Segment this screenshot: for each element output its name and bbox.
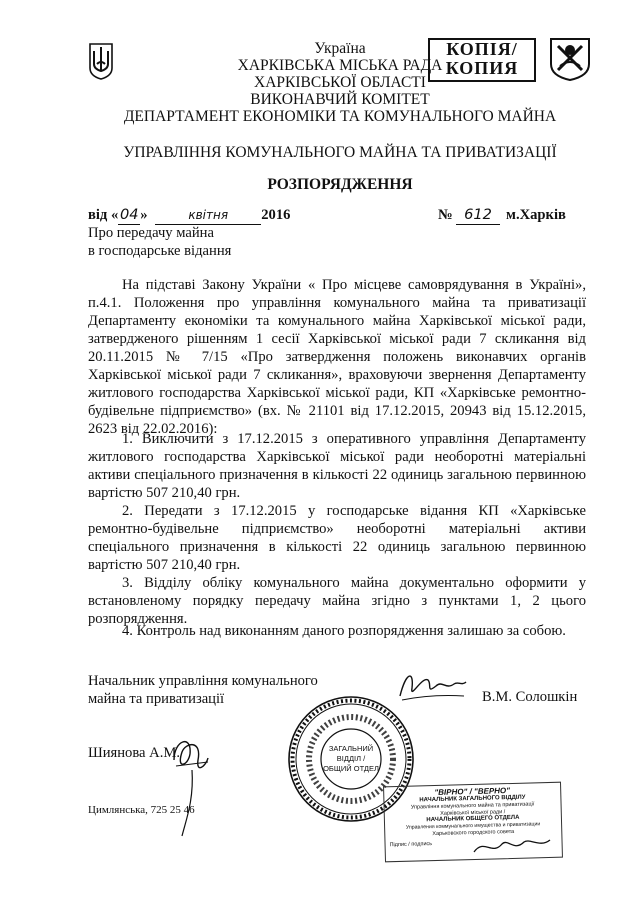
- item-3: 3. Відділу обліку комунального майна документально оформити у встановленому порядку передачу майна згідно з пунктами 1, 2 цього розпорядження.: [88, 575, 586, 627]
- header-department: ДЕПАРТАМЕНТ ЕКОНОМІКИ ТА КОМУНАЛЬНОГО МАЙНА: [123, 108, 557, 125]
- city: м.Харків: [506, 207, 566, 223]
- document-type: РОЗПОРЯДЖЕННЯ: [267, 176, 413, 193]
- date-year: 2016: [261, 207, 291, 223]
- executor-name: Шиянова А.М.: [88, 745, 180, 761]
- copy-stamp-line2: КОПИЯ: [445, 58, 519, 78]
- date-quote-close: »: [140, 207, 148, 223]
- header-committee: ВИКОНАВЧИЙ КОМІТЕТ: [250, 91, 430, 108]
- verno-line7: Харьковского городского совета: [432, 828, 515, 837]
- verno-line3: Управління комунального майна та приватизації: [410, 801, 535, 811]
- date-line: [88, 206, 588, 226]
- signatory-name: В.М. Солошкін: [482, 689, 578, 705]
- verno-line6: Управления коммунального имущества и приватизации: [405, 821, 541, 831]
- seal-center-line2: ВІДДІЛ /: [336, 754, 366, 763]
- signatory-title-line1: Начальник управління комунального: [88, 673, 318, 689]
- executor-signature-icon: [168, 730, 214, 840]
- directorate-title: УПРАВЛІННЯ КОМУНАЛЬНОГО МАЙНА ТА ПРИВАТИЗАЦІЇ: [123, 144, 557, 161]
- verno-line2: НАЧАЛЬНИК ЗАГАЛЬНОГО ВІДДІЛУ: [419, 794, 526, 804]
- header-oblast: ХАРКІВСЬКОЇ ОБЛАСТІ: [254, 74, 426, 91]
- copy-stamp: [428, 38, 536, 82]
- item-2: 2. Передати з 17.12.2015 у господарське відання КП «Харківське ремонтно-будівельне підприємство» необоротні матеріальні активи спеціального призначення в кількості 22 одиниць загальною первинною вартістю 507 210,40 грн.: [88, 503, 586, 573]
- executor-contact: Цимлянська, 725 25 46: [88, 804, 195, 816]
- date-day: 04: [119, 206, 139, 223]
- header-council: ХАРКІВСЬКА МІСЬКА РАДА: [237, 57, 443, 74]
- certifier-signature-icon: [470, 834, 554, 858]
- item-4: 4. Контроль над виконанням даного розпорядження залишаю за собою.: [122, 623, 566, 639]
- verno-line4: Харківської міської ради /: [440, 808, 506, 817]
- copy-stamp-line1: КОПІЯ/: [446, 39, 518, 59]
- document-number: 612: [456, 206, 500, 225]
- date-prefix: від «: [88, 207, 119, 223]
- subject-line1: Про передачу майна: [88, 225, 214, 241]
- date-month: квітня: [155, 206, 261, 225]
- item-1: 1. Виключити з 17.12.2015 з оперативного управління Департаменту житлового господарства Харківської міської ради необоротні матеріальні активи спеціального призначення в кількості 22 одиниць загальною первинною вартістю 507 210,40 грн.: [88, 431, 586, 501]
- header-country: Україна: [314, 40, 366, 57]
- verno-line1: "ВІРНО" / "ВЕРНО": [434, 786, 511, 797]
- signatory-title-line2: майна та приватизації: [88, 691, 225, 707]
- seal-center-line3: ОБЩИЙ ОТДЕЛ: [323, 764, 379, 773]
- preamble-paragraph: На підставі Закону України « Про місцеве самоврядування в Україні», п.4.1. Положення про управління комунального майна та приватизації Департаменту економіки та комунального майна Харківської міської ради, затвердженого рішенням 1 сесії Харківської міської ради 7 скликання від 20.11.2015 № 7/15 «Про затвердження положень виконавчих органів Харківської міської ради 7 скликання», враховуючи звернення Департаменту житлового господарства Харківської міської ради, КП «Харківське ремонтно-будівельне підприємство» (вх. № 21101 від 17.12.2015, 20943 від 15.12.2015, 2623 від 22.02.2016):: [88, 277, 586, 437]
- seal-center-line1: ЗАГАЛЬНИЙ: [328, 744, 374, 753]
- verno-sign-label: Підпис / подпись: [389, 841, 433, 849]
- ukraine-coat-of-arms-icon: [88, 42, 114, 80]
- verno-line5: НАЧАЛЬНИК ОБЩЕГО ОТДЕЛА: [426, 814, 520, 824]
- number-label: №: [438, 207, 453, 223]
- subject-line2: в господарське відання: [88, 243, 232, 259]
